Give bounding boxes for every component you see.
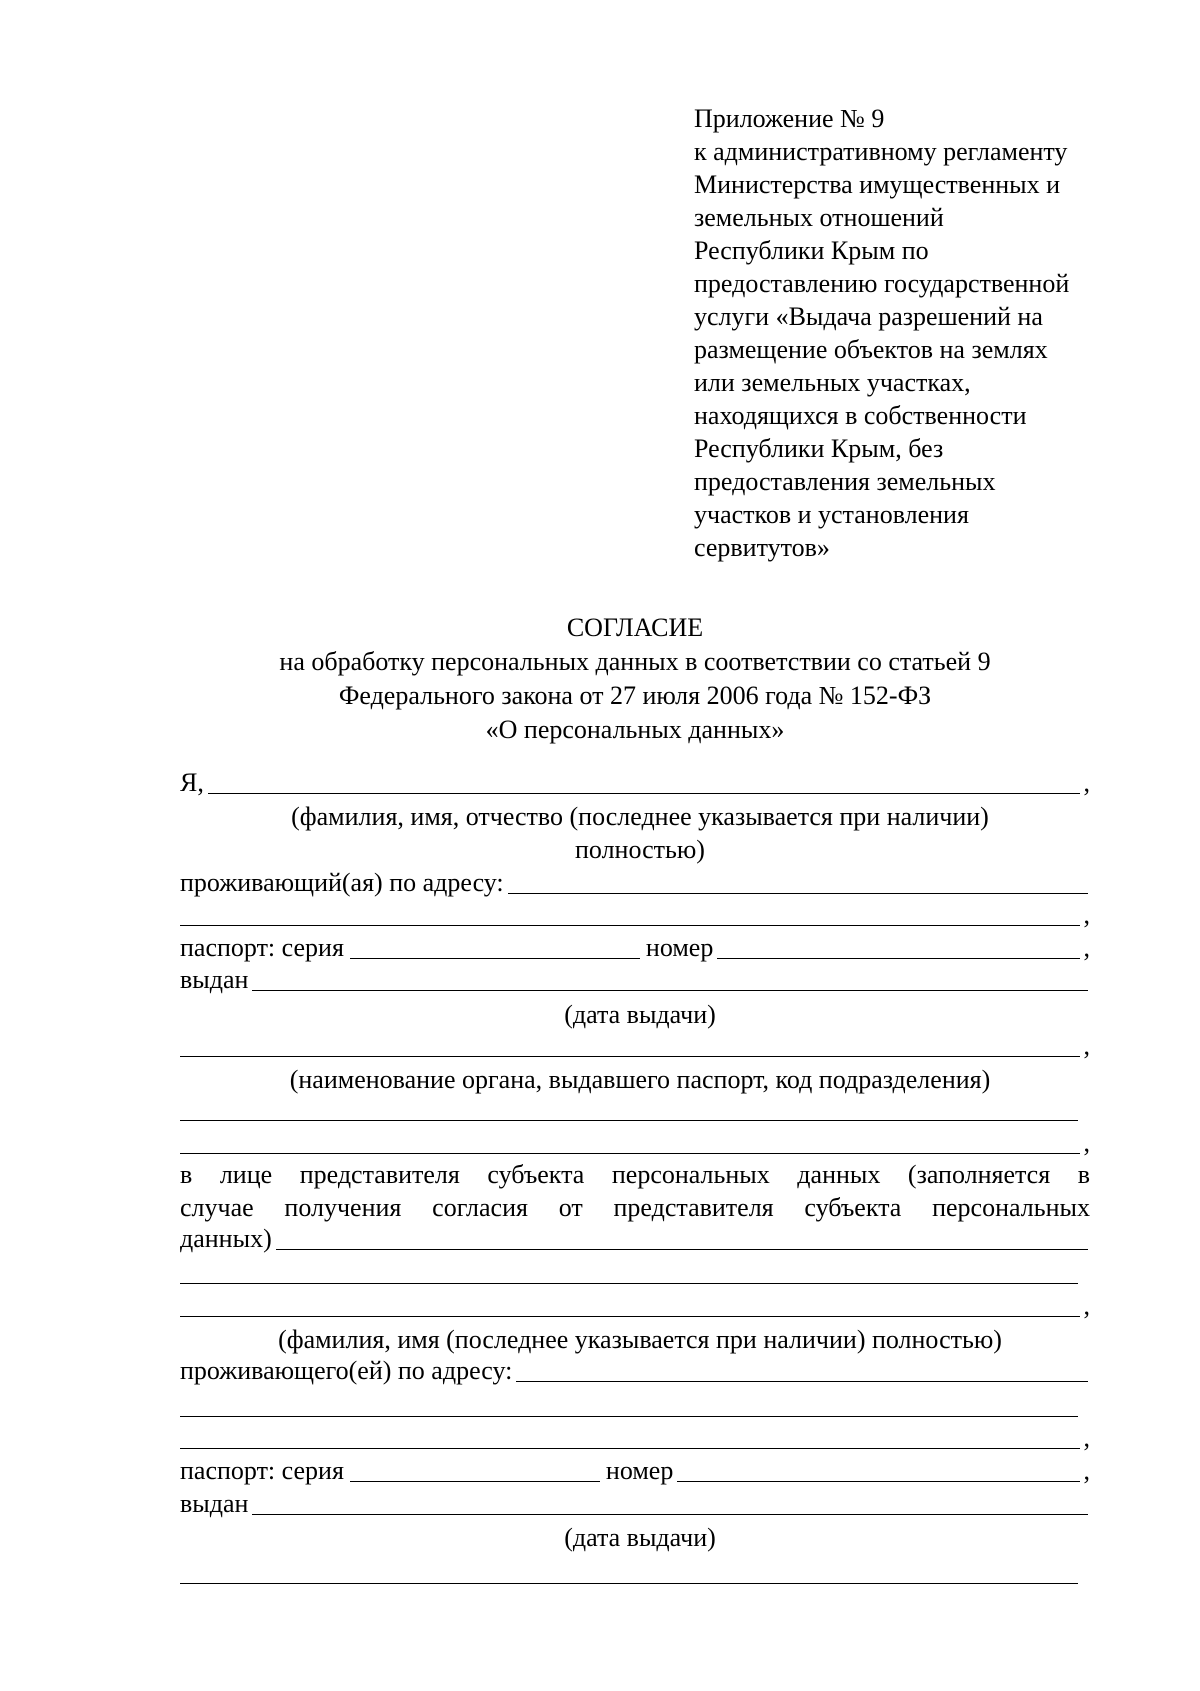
issuer-field[interactable] bbox=[180, 1028, 1080, 1057]
address-row-2 bbox=[180, 898, 1090, 932]
rep-address-field-3[interactable] bbox=[180, 1420, 1080, 1449]
appendix-line: сервитутов» bbox=[694, 533, 830, 562]
issuer-row bbox=[180, 1029, 1090, 1063]
appendix-line: размещение объектов на землях bbox=[694, 335, 1048, 364]
appendix-header bbox=[694, 102, 1134, 564]
issued-row bbox=[180, 963, 1090, 997]
rep-issued-row bbox=[180, 1487, 1090, 1521]
rep-issue-date-caption: (дата выдачи) bbox=[564, 1523, 716, 1552]
issued-label: выдан bbox=[180, 965, 249, 994]
representative-row bbox=[180, 1222, 1090, 1256]
rep-blank-field-2[interactable] bbox=[180, 1288, 1080, 1317]
rep-passport-number-field[interactable] bbox=[677, 1453, 1079, 1482]
fio-caption: (фамилия, имя, отчество (последнее указывается при наличии) bbox=[291, 802, 989, 831]
issuer-caption: (наименование органа, выдавшего паспорт, код подразделения) bbox=[289, 1065, 991, 1094]
blank-row bbox=[180, 1093, 1080, 1127]
comma: , bbox=[1083, 768, 1090, 797]
comma: , bbox=[1083, 900, 1090, 929]
subject-fio-field[interactable] bbox=[208, 765, 1080, 794]
rep-address-field-2[interactable] bbox=[180, 1388, 1078, 1417]
appendix-line: Министерства имущественных и bbox=[694, 170, 1061, 199]
comma: , bbox=[1083, 1031, 1090, 1060]
blank-row-2 bbox=[180, 1126, 1090, 1160]
appendix-line: к административному регламенту bbox=[694, 137, 1068, 166]
rep-issued-label: выдан bbox=[180, 1489, 249, 1518]
address-label: проживающий(ая) по адресу: bbox=[180, 868, 504, 897]
comma: , bbox=[1083, 1423, 1090, 1452]
representative-text-2: случае получения согласия от представителя субъекта персональных bbox=[180, 1193, 1090, 1222]
rep-address-row bbox=[180, 1354, 1090, 1388]
comma: , bbox=[1083, 1128, 1090, 1157]
rep-blank-row-2 bbox=[180, 1289, 1090, 1323]
fio-caption-cont: полностью) bbox=[575, 835, 705, 864]
rep-passport-series-field[interactable] bbox=[350, 1453, 600, 1482]
appendix-line: предоставления земельных bbox=[694, 467, 996, 496]
issue-date-caption: (дата выдачи) bbox=[564, 1000, 716, 1029]
address-row bbox=[180, 866, 1090, 900]
rep-blank-row bbox=[180, 1256, 1080, 1290]
rep-passport-number-label: номер bbox=[605, 1456, 674, 1485]
appendix-line: Республики Крым, без bbox=[694, 434, 944, 463]
rep-issuer-row bbox=[180, 1556, 1080, 1590]
comma: , bbox=[1083, 1456, 1090, 1485]
appendix-line: предоставлению государственной bbox=[694, 269, 1070, 298]
appendix-line: находящихся в собственности bbox=[694, 401, 1027, 430]
i-label: Я, bbox=[180, 768, 204, 797]
rep-issuer-field[interactable] bbox=[180, 1555, 1078, 1584]
passport-number-label: номер bbox=[645, 933, 714, 962]
rep-address-row-3 bbox=[180, 1421, 1090, 1455]
title-subline-3: «О персональных данных» bbox=[485, 715, 785, 744]
issue-date-field[interactable] bbox=[252, 962, 1088, 991]
address-field-2[interactable] bbox=[180, 897, 1080, 926]
blank-field-2[interactable] bbox=[180, 1125, 1080, 1154]
title-subline-2: Федерального закона от 27 июля 2006 года № 152-ФЗ bbox=[338, 681, 932, 710]
rep-fio-caption: (фамилия, имя (последнее указывается при наличии) полностью) bbox=[278, 1325, 1002, 1354]
rep-passport-series-label: паспорт: серия bbox=[180, 1456, 344, 1485]
title-subline-1: на обработку персональных данных в соответствии со статьей 9 bbox=[279, 647, 991, 676]
appendix-line: или земельных участках, bbox=[694, 368, 971, 397]
passport-number-field[interactable] bbox=[717, 930, 1079, 959]
rep-address-row-2 bbox=[180, 1389, 1080, 1423]
document-title: СОГЛАСИЕ bbox=[566, 613, 704, 642]
passport-series-field[interactable] bbox=[350, 930, 640, 959]
comma: , bbox=[1083, 933, 1090, 962]
comma: , bbox=[1083, 1291, 1090, 1320]
appendix-line: Приложение № 9 bbox=[694, 104, 885, 133]
address-field[interactable] bbox=[508, 865, 1088, 894]
rep-address-label: проживающего(ей) по адресу: bbox=[180, 1356, 513, 1385]
blank-field[interactable] bbox=[180, 1092, 1078, 1121]
rep-blank-field[interactable] bbox=[180, 1255, 1078, 1284]
appendix-line: участков и установления bbox=[694, 500, 969, 529]
appendix-line: услуги «Выдача разрешений на bbox=[694, 302, 1043, 331]
appendix-line: земельных отношений bbox=[694, 203, 944, 232]
representative-text-1: в лице представителя субъекта персональных данных (заполняется в bbox=[180, 1160, 1090, 1189]
rep-passport-row bbox=[180, 1454, 1090, 1488]
subject-name-row bbox=[180, 766, 1090, 800]
appendix-line: Республики Крым по bbox=[694, 236, 929, 265]
representative-field[interactable] bbox=[276, 1221, 1088, 1250]
rep-address-field[interactable] bbox=[516, 1353, 1088, 1382]
rep-issue-date-field[interactable] bbox=[252, 1486, 1088, 1515]
passport-row bbox=[180, 931, 1090, 965]
passport-series-label: паспорт: серия bbox=[180, 933, 344, 962]
representative-label: данных) bbox=[180, 1224, 272, 1253]
